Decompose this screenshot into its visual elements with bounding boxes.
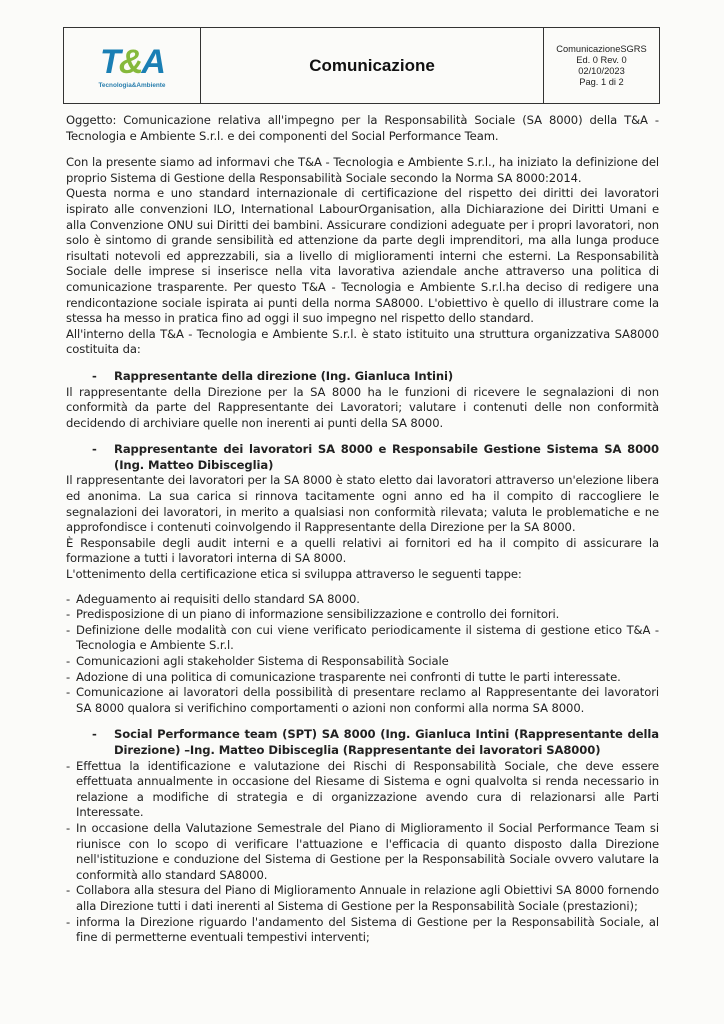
list-dash: - bbox=[66, 669, 71, 684]
list-item bbox=[66, 654, 659, 670]
section-paragraph: Il rappresentante della Direzione per la SA 8000 ha le funzioni di ricevere le segnalazioni di non conformità da parte del Rappresentante dei Lavoratori; valutare i contenuti delle non conformità decidendo di archiviare quelle non inerenti ai punti della SA 8000. bbox=[66, 384, 659, 430]
list-dash: - bbox=[66, 758, 71, 773]
list-item bbox=[66, 685, 659, 716]
heading-dash: - bbox=[92, 368, 97, 383]
list-dash: - bbox=[66, 883, 71, 898]
list-dash: - bbox=[66, 591, 71, 606]
page-number: Pag. 1 di 2 bbox=[579, 76, 624, 87]
header-title-cell bbox=[201, 28, 544, 103]
list-item bbox=[66, 759, 659, 821]
list-item-text: informa la Direzione riguardo l'andamento del Sistema di Gestione per la Responsabilità Sociale, al fine di permetterne eventuali tempestivi interventi; bbox=[76, 914, 659, 945]
list-item bbox=[66, 883, 659, 914]
section-paragraph: Il rappresentante dei lavoratori per la SA 8000 è stato eletto dai lavoratori attraverso un'elezione libera ed anonima. La sua carica si rinnova tacitamente ogni anno ed ha il compito di raccogliere le segnalazioni dei lavoratori, in merito a qualsiasi non conformità rilevata; valuta le problematiche e ne approfondisce i contenuti coinvolgendo il Rappresentante della Direzione per la SA 8000. bbox=[66, 473, 659, 535]
list-item bbox=[66, 670, 659, 686]
list-dash: - bbox=[66, 914, 71, 929]
list-dash: - bbox=[66, 607, 71, 622]
section-paragraph: È Responsabile degli audit interni e a quelli relativi ai fornitori ed ha il compito di assicurare la formazione a tutti i lavoratori interna di SA 8000. bbox=[66, 535, 659, 566]
list-dash: - bbox=[66, 820, 71, 835]
intro-paragraph: Questa norma e uno standard internazionale di certificazione del rispetto dei diritti dei lavoratori ispirato alle convenzioni ILO, International LabourOrganisation, alla Dichiarazione dei Diritti Umani e alla Convenzione ONU sui Diritti dei bambini. Assicurare condizioni adeguate per i propri lavoratori, non solo è sintomo di grande sensibilità ed attenzione da parte degli imprenditori, ma alla lunga produce risultati notevoli ed apprezzabili, sia a livello di miglioramenti interni che esterni. La Responsabilità Sociale delle imprese si inserisce nella vita lavorativa aziendale anche attraverso una politica di comunicazione trasparente. Per questo T&A - Tecnologia e Ambiente S.r.l.ha deciso di redigere una rendicontazione sociale ispirata ai punti della norma SA8000. L'obiettivo è quello di illustrare come la stessa ha messo in pratica fino ad oggi il suo impegno nel rispetto dello standard. bbox=[66, 186, 659, 326]
section-heading-text: Rappresentante dei lavoratori SA 8000 e Responsabile Gestione Sistema SA 8000 (Ing. Matteo Dibisceglia) bbox=[114, 442, 659, 472]
logo-letter-a: A bbox=[141, 42, 164, 81]
section-heading bbox=[66, 369, 659, 385]
list-dash: - bbox=[66, 622, 71, 637]
list-item-text: Adozione di una politica di comunicazione trasparente nei confronti di tutte le parti interessate. bbox=[76, 669, 621, 684]
intro-paragraph: All'interno della T&A - Tecnologia e Ambiente S.r.l. è stato istituito una struttura organizzativa SA8000 costituita da: bbox=[66, 326, 659, 357]
document-title: Comunicazione bbox=[309, 55, 435, 75]
list-item-text: In occasione della Valutazione Semestrale del Piano di Miglioramento il Social Performance Team si riunisce con lo scopo di verificare l'attuazione e l'efficacia di quanto disposto dalla Direzione nell'istituzione e conduzione del Sistema di Gestione per la Responsabilità Sociale ovvero valutare la conformità allo standard SA8000. bbox=[76, 820, 659, 882]
document-code: ComunicazioneSGRS bbox=[556, 43, 647, 54]
list-item bbox=[66, 607, 659, 623]
list-dash: - bbox=[66, 685, 71, 700]
list-dash: - bbox=[66, 654, 71, 668]
list-item-text: Comunicazione ai lavoratori della possibilità di presentare reclamo al Rappresentante dei lavoratori SA 8000 qualora si verifichino comportamenti o azioni non conformi alla norma SA 8000. bbox=[76, 685, 659, 715]
list-item-text: Definizione delle modalità con cui viene verificato periodicamente il sistema di gestione etico T&A - Tecnologia e Ambiente S.r.l. bbox=[76, 622, 659, 653]
logo-subtitle: Tecnologia&Ambiente bbox=[98, 81, 166, 89]
section-heading-text: Rappresentante della direzione (Ing. Gianluca Intini) bbox=[114, 368, 454, 383]
list-item-text: Adeguamento ai requisiti dello standard SA 8000. bbox=[76, 591, 360, 606]
list-item bbox=[66, 915, 659, 946]
list-item-text: Comunicazioni agli stakeholder Sistema di Responsabilità Sociale bbox=[76, 654, 449, 668]
logo-letter-t: T bbox=[100, 42, 119, 81]
list-item bbox=[66, 592, 659, 608]
list-item-text: Predisposizione di un piano di informazione sensibilizzazione e controllo dei fornitori. bbox=[76, 607, 560, 622]
section-heading bbox=[66, 442, 659, 473]
logo-ampersand: & bbox=[118, 42, 142, 81]
document-edition: Ed. 0 Rev. 0 bbox=[576, 54, 627, 65]
subject-paragraph: Oggetto: Comunicazione relativa all'impegno per la Responsabilità Sociale (SA 8000) della T&A - Tecnologia e Ambiente S.r.l. e dei componenti del Social Performance Team. bbox=[66, 113, 659, 143]
section-paragraph: L'ottenimento della certificazione etica si sviluppa attraverso le seguenti tappe: bbox=[66, 567, 522, 582]
list-item-text: Effettua la identificazione e valutazione dei Rischi di Responsabilità Sociale, che deve essere effettuata annualmente in occasione del Riesame di Sistema e ogni qualvolta si renda necessario in relazione a modifiche di strategia e di organizzazione avendo cura di relazionarsi alle Parti Interessate. bbox=[76, 758, 659, 820]
document-body bbox=[66, 113, 659, 946]
section-heading-text: Social Performance team (SPT) SA 8000 (Ing. Gianluca Intini (Rappresentante della Direzione) –Ing. Matteo Dibisceglia (Rappresentante dei lavoratori SA8000) bbox=[114, 727, 659, 757]
heading-dash: - bbox=[92, 727, 97, 742]
list-item bbox=[66, 821, 659, 883]
header-meta-cell bbox=[544, 28, 659, 103]
document-date: 02/10/2023 bbox=[578, 65, 625, 76]
document-header bbox=[63, 27, 660, 104]
logo-mark bbox=[100, 42, 164, 81]
intro-paragraph: Con la presente siamo ad informavi che T&A - Tecnologia e Ambiente S.r.l., ha iniziato la definizione del proprio Sistema di Gestione della Responsabilità Sociale secondo la Norma SA 8000:2014. bbox=[66, 155, 659, 185]
list-item-text: Collabora alla stesura del Piano di Miglioramento Annuale in relazione agli Obiettivi SA 8000 fornendo alla Direzione tutti i dati inerenti al Sistema di Gestione per la Responsabilità Sociale (prestazioni); bbox=[76, 883, 659, 913]
section-heading bbox=[66, 727, 659, 758]
list-item bbox=[66, 623, 659, 654]
logo bbox=[64, 28, 201, 103]
heading-dash: - bbox=[92, 442, 97, 457]
